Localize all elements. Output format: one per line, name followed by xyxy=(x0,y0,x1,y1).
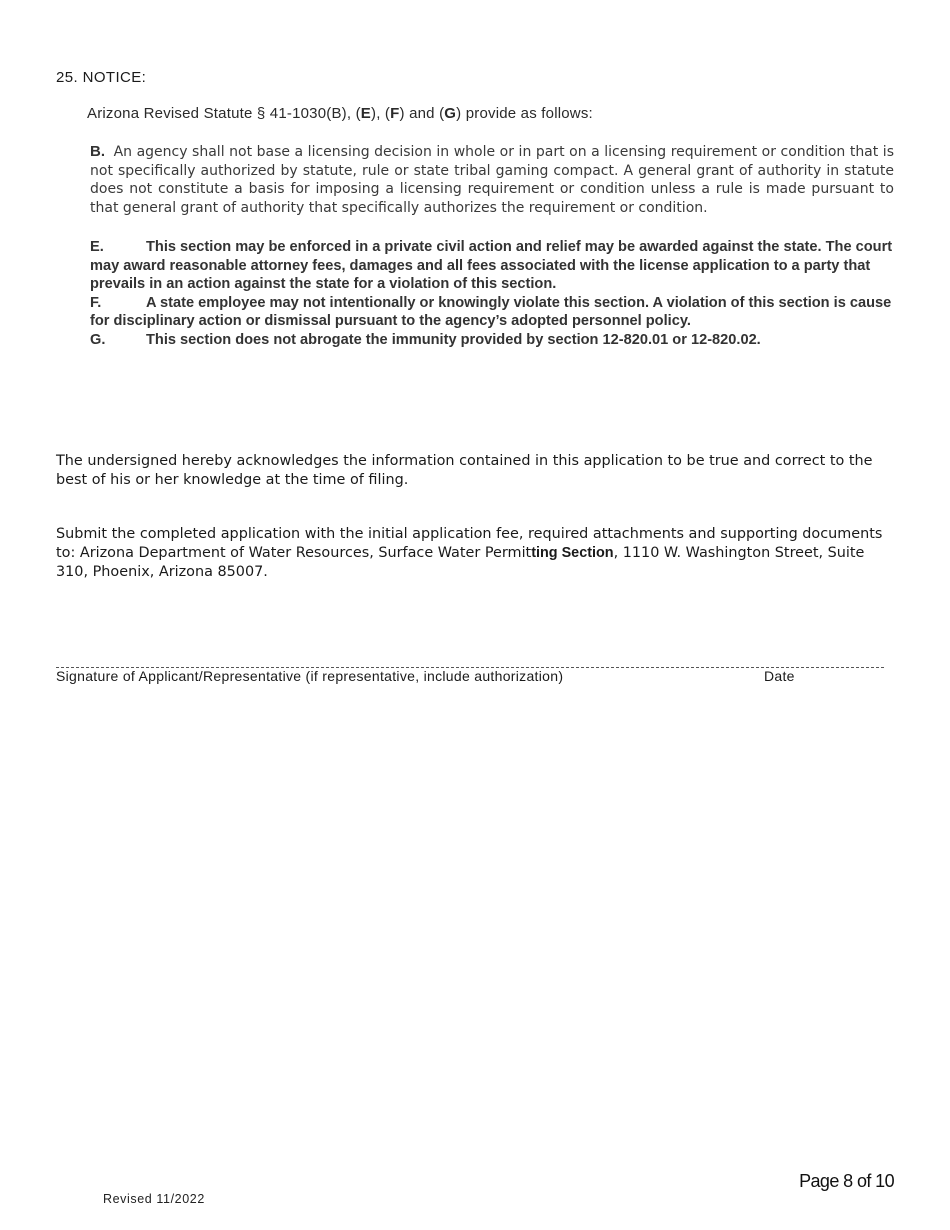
statute-paragraph-b xyxy=(90,143,894,217)
submit-text-part: Submit the completed application with the initial application fee, required attachments and supporting documents to: Arizona Department of Water Resources, Surface Water Permit xyxy=(56,526,883,561)
statute-intro-part: ) provide as follows: xyxy=(456,105,593,122)
signature-label: Signature of Applicant/Representative (if representative, include authorization) xyxy=(56,668,564,684)
statute-bold-paragraphs xyxy=(90,238,896,350)
acknowledgement-text: The undersigned hereby acknowledges the information contained in this application to be true and correct to the best of his or her knowledge at the time of filing. xyxy=(56,453,873,488)
paragraph-b-text: An agency shall not base a licensing decision in whole or in part on a licensing requirement or condition that is not specifically authorized by statute, rule or state tribal gaming compact. A general grant of authority in statute does not constitute a basis for imposing a licensing requirement or condition unless a rule is made pursuant to that general grant of authority that specifically authorizes the requirement or condition. xyxy=(90,144,894,216)
statute-paragraph-g xyxy=(90,331,896,350)
submit-text-bold: ting Section xyxy=(531,544,614,561)
date-label: Date xyxy=(764,668,795,684)
statute-letter-e: E xyxy=(360,105,371,122)
statute-intro-part: Arizona Revised Statute § 41-1030(B), ( xyxy=(87,105,361,122)
notice-heading: 25. NOTICE: xyxy=(56,69,147,86)
paragraph-f-text: A state employee may not intentionally or knowingly violate this section. A violation of this section is cause for disciplinary action or dismissal pursuant to the agency’s adopted personnel policy. xyxy=(90,294,892,330)
statute-intro-part: ), ( xyxy=(371,105,391,122)
statute-paragraph-f xyxy=(90,294,896,331)
paragraph-g-letter: G. xyxy=(90,331,106,348)
paragraph-e-text: This section may be enforced in a private civil action and relief may be awarded against the state. The court may award reasonable attorney fees, damages and all fees associated with the license application to a party that prevails in an action against the state for a violation of this section. xyxy=(90,239,893,293)
paragraph-g-text: This section does not abrogate the immunity provided by section 12-820.01 or 12-820.02. xyxy=(146,331,761,348)
paragraph-f-letter: F. xyxy=(90,294,102,311)
revision-date: Revised 11/2022 xyxy=(103,1192,205,1206)
statute-letter-g: G xyxy=(444,105,457,122)
statute-intro xyxy=(87,105,593,122)
submit-text-part: , 1110 W. Washington Street, Suite 310, Phoenix, Arizona 85007. xyxy=(56,544,865,580)
statute-letter-f: F xyxy=(390,105,400,122)
submit-instructions xyxy=(56,525,896,581)
statute-intro-part: ) and ( xyxy=(399,105,445,122)
paragraph-e-letter: E. xyxy=(90,239,104,255)
statute-paragraph-e xyxy=(90,238,896,294)
paragraph-b-letter: B. xyxy=(90,143,105,160)
page-number: Page 8 of 10 xyxy=(799,1171,894,1191)
